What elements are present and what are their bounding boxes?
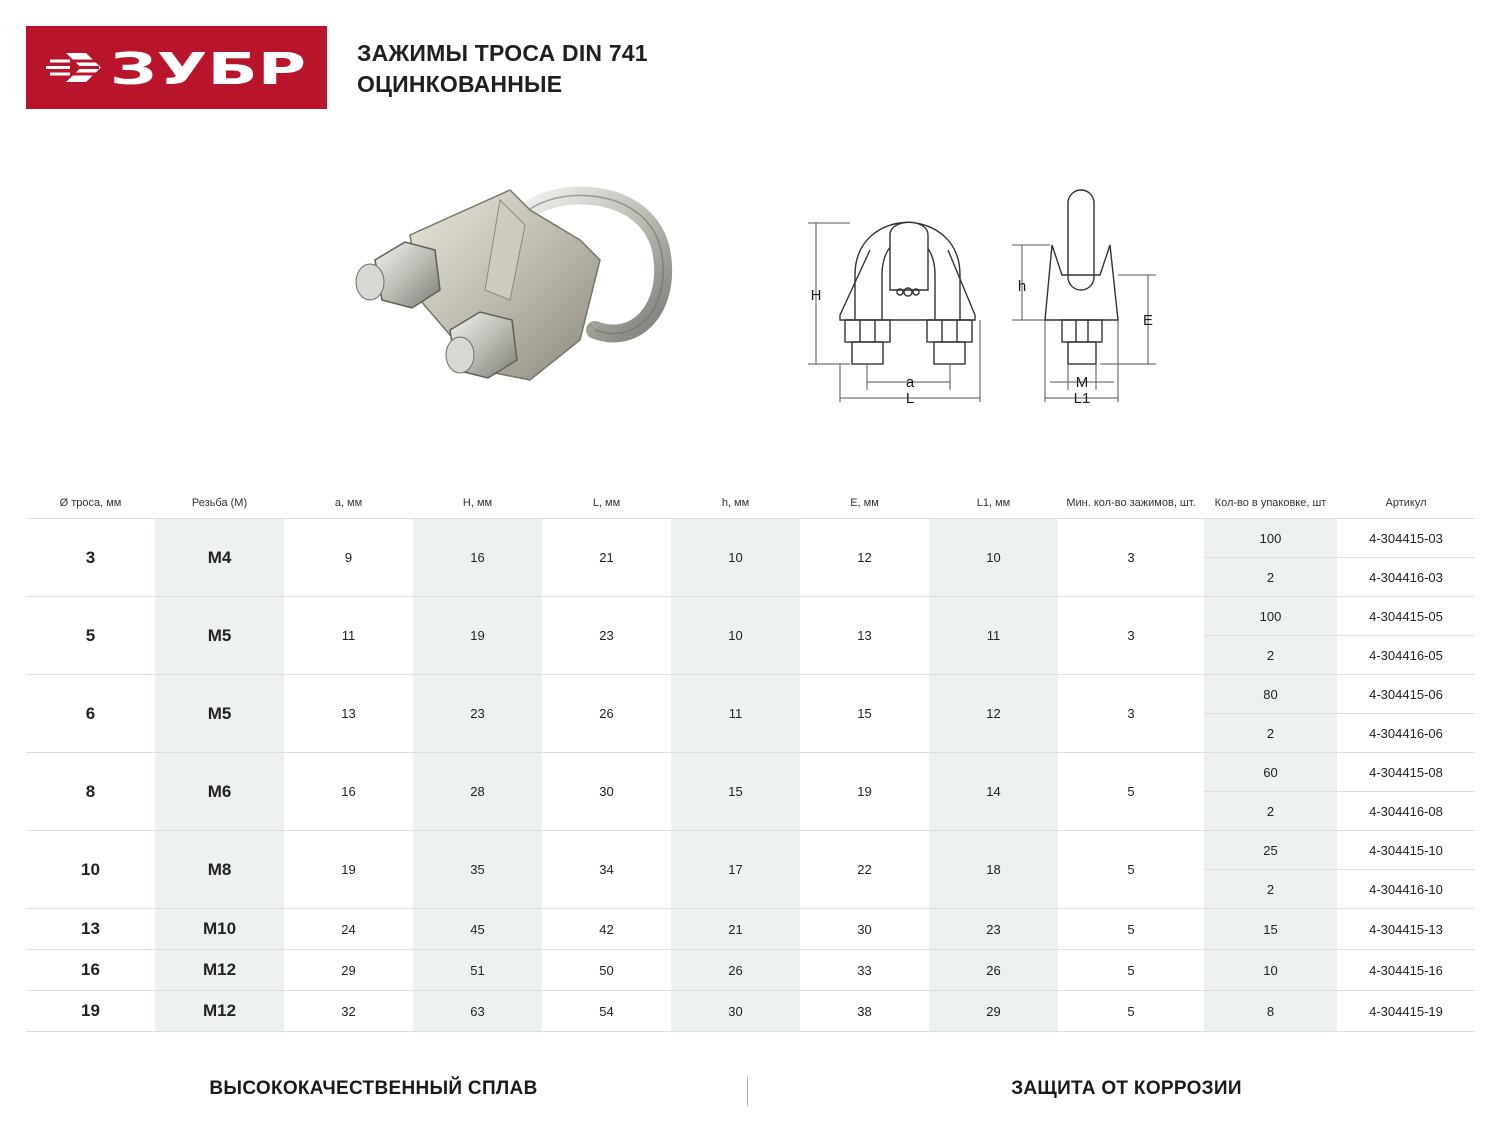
cell-d: 6 bbox=[26, 675, 155, 753]
cell-L: 30 bbox=[542, 753, 671, 831]
cell-a: 32 bbox=[284, 991, 413, 1032]
cell-h: 11 bbox=[671, 675, 800, 753]
cell-h: 30 bbox=[671, 991, 800, 1032]
cell-E: 33 bbox=[800, 950, 929, 991]
cell-sku: 4-304415-03 bbox=[1337, 519, 1475, 558]
cell-L1: 10 bbox=[929, 519, 1058, 597]
cell-d: 8 bbox=[26, 753, 155, 831]
cell-L1: 29 bbox=[929, 991, 1058, 1032]
cell-h: 26 bbox=[671, 950, 800, 991]
table-body bbox=[26, 519, 1475, 1032]
dim-label-h: h bbox=[1017, 278, 1027, 295]
column-header: Артикул bbox=[1337, 488, 1475, 519]
technical-drawing bbox=[800, 180, 1180, 420]
cell-sku: 4-304415-13 bbox=[1337, 909, 1475, 950]
brand-logo bbox=[26, 26, 327, 109]
cell-pack-qty: 2 bbox=[1204, 792, 1337, 831]
dim-label-L: L bbox=[905, 390, 915, 407]
product-photo bbox=[350, 180, 680, 410]
cell-min: 5 bbox=[1058, 753, 1204, 831]
cell-sku: 4-304415-19 bbox=[1337, 991, 1475, 1032]
cell-d: 13 bbox=[26, 909, 155, 950]
table-row bbox=[26, 753, 1475, 792]
cell-pack-qty: 2 bbox=[1204, 636, 1337, 675]
column-header: L, мм bbox=[542, 488, 671, 519]
cell-sku: 4-304415-06 bbox=[1337, 675, 1475, 714]
cell-pack-qty: 15 bbox=[1204, 909, 1337, 950]
cell-L1: 11 bbox=[929, 597, 1058, 675]
cell-a: 19 bbox=[284, 831, 413, 909]
cell-sku: 4-304415-16 bbox=[1337, 950, 1475, 991]
logo-graphic bbox=[26, 26, 327, 109]
cell-H: 35 bbox=[413, 831, 542, 909]
cell-pack-qty: 80 bbox=[1204, 675, 1337, 714]
cell-h: 21 bbox=[671, 909, 800, 950]
cell-thread: M12 bbox=[155, 991, 284, 1032]
cell-sku: 4-304416-03 bbox=[1337, 558, 1475, 597]
page-title bbox=[357, 38, 648, 100]
cell-min: 5 bbox=[1058, 991, 1204, 1032]
cell-d: 10 bbox=[26, 831, 155, 909]
cell-thread: M5 bbox=[155, 597, 284, 675]
title-line-2: ОЦИНКОВАННЫЕ bbox=[357, 71, 563, 97]
cell-thread: M5 bbox=[155, 675, 284, 753]
cell-h: 17 bbox=[671, 831, 800, 909]
cell-H: 63 bbox=[413, 991, 542, 1032]
cell-sku: 4-304415-05 bbox=[1337, 597, 1475, 636]
column-header: Е, мм bbox=[800, 488, 929, 519]
cell-h: 10 bbox=[671, 597, 800, 675]
column-header: h, мм bbox=[671, 488, 800, 519]
cell-a: 11 bbox=[284, 597, 413, 675]
cell-sku: 4-304416-05 bbox=[1337, 636, 1475, 675]
cell-L1: 23 bbox=[929, 909, 1058, 950]
column-header: L1, мм bbox=[929, 488, 1058, 519]
cell-L1: 14 bbox=[929, 753, 1058, 831]
cell-a: 16 bbox=[284, 753, 413, 831]
table-row bbox=[26, 991, 1475, 1032]
cell-pack-qty: 8 bbox=[1204, 991, 1337, 1032]
cell-E: 38 bbox=[800, 991, 929, 1032]
feature-corrosion: ЗАЩИТА ОТ КОРРОЗИИ bbox=[1011, 1078, 1242, 1099]
column-header: Н, мм bbox=[413, 488, 542, 519]
cell-H: 16 bbox=[413, 519, 542, 597]
cell-min: 3 bbox=[1058, 519, 1204, 597]
cell-L: 42 bbox=[542, 909, 671, 950]
cell-h: 10 bbox=[671, 519, 800, 597]
cell-L1: 26 bbox=[929, 950, 1058, 991]
title-line-1: ЗАЖИМЫ ТРОСА DIN 741 bbox=[357, 40, 648, 66]
cell-H: 51 bbox=[413, 950, 542, 991]
cell-L: 50 bbox=[542, 950, 671, 991]
footer-divider bbox=[747, 1076, 748, 1106]
cell-thread: M6 bbox=[155, 753, 284, 831]
cell-H: 23 bbox=[413, 675, 542, 753]
table-row bbox=[26, 950, 1475, 991]
cell-pack-qty: 100 bbox=[1204, 597, 1337, 636]
cell-L: 54 bbox=[542, 991, 671, 1032]
dim-label-a: a bbox=[905, 374, 915, 391]
column-header: Резьба (М) bbox=[155, 488, 284, 519]
cell-d: 16 bbox=[26, 950, 155, 991]
cell-H: 45 bbox=[413, 909, 542, 950]
cell-L: 26 bbox=[542, 675, 671, 753]
table-header-row bbox=[26, 488, 1475, 519]
cell-a: 24 bbox=[284, 909, 413, 950]
cell-L: 34 bbox=[542, 831, 671, 909]
cell-E: 30 bbox=[800, 909, 929, 950]
cell-pack-qty: 2 bbox=[1204, 558, 1337, 597]
cell-min: 5 bbox=[1058, 950, 1204, 991]
cell-pack-qty: 60 bbox=[1204, 753, 1337, 792]
cell-H: 19 bbox=[413, 597, 542, 675]
logo-text: ЗУБР bbox=[110, 44, 306, 95]
column-header: Мин. кол-во зажимов, шт. bbox=[1058, 488, 1204, 519]
cell-sku: 4-304416-08 bbox=[1337, 792, 1475, 831]
table-row bbox=[26, 675, 1475, 714]
cell-E: 22 bbox=[800, 831, 929, 909]
table-row bbox=[26, 909, 1475, 950]
cell-pack-qty: 10 bbox=[1204, 950, 1337, 991]
cell-min: 3 bbox=[1058, 597, 1204, 675]
cell-sku: 4-304415-08 bbox=[1337, 753, 1475, 792]
cell-pack-qty: 2 bbox=[1204, 714, 1337, 753]
cell-pack-qty: 100 bbox=[1204, 519, 1337, 558]
table-row bbox=[26, 831, 1475, 870]
cell-pack-qty: 2 bbox=[1204, 870, 1337, 909]
cell-d: 3 bbox=[26, 519, 155, 597]
cell-a: 9 bbox=[284, 519, 413, 597]
cell-min: 5 bbox=[1058, 909, 1204, 950]
dim-label-L1: L1 bbox=[1073, 390, 1091, 407]
cell-pack-qty: 25 bbox=[1204, 831, 1337, 870]
column-header: а, мм bbox=[284, 488, 413, 519]
spec-table bbox=[26, 488, 1475, 1032]
cell-thread: M10 bbox=[155, 909, 284, 950]
column-header: Кол-во в упаковке, шт bbox=[1204, 488, 1337, 519]
cell-E: 15 bbox=[800, 675, 929, 753]
cell-L1: 18 bbox=[929, 831, 1058, 909]
cell-L: 21 bbox=[542, 519, 671, 597]
cell-L1: 12 bbox=[929, 675, 1058, 753]
cell-L: 23 bbox=[542, 597, 671, 675]
cell-sku: 4-304415-10 bbox=[1337, 831, 1475, 870]
cell-d: 19 bbox=[26, 991, 155, 1032]
cell-thread: M4 bbox=[155, 519, 284, 597]
cell-thread: M8 bbox=[155, 831, 284, 909]
cell-sku: 4-304416-06 bbox=[1337, 714, 1475, 753]
cell-sku: 4-304416-10 bbox=[1337, 870, 1475, 909]
dim-label-M: M bbox=[1075, 374, 1089, 391]
cell-E: 12 bbox=[800, 519, 929, 597]
cell-min: 5 bbox=[1058, 831, 1204, 909]
table-row bbox=[26, 597, 1475, 636]
cell-d: 5 bbox=[26, 597, 155, 675]
cell-a: 29 bbox=[284, 950, 413, 991]
cell-thread: M12 bbox=[155, 950, 284, 991]
feature-alloy: ВЫСОКОКАЧЕСТВЕННЫЙ СПЛАВ bbox=[209, 1078, 538, 1099]
cell-E: 13 bbox=[800, 597, 929, 675]
column-header: Ø троса, мм bbox=[26, 488, 155, 519]
dim-label-H: H bbox=[810, 287, 822, 304]
cell-E: 19 bbox=[800, 753, 929, 831]
cell-a: 13 bbox=[284, 675, 413, 753]
cell-H: 28 bbox=[413, 753, 542, 831]
table-row bbox=[26, 519, 1475, 558]
cell-min: 3 bbox=[1058, 675, 1204, 753]
cell-h: 15 bbox=[671, 753, 800, 831]
dim-label-E: E bbox=[1142, 312, 1154, 329]
